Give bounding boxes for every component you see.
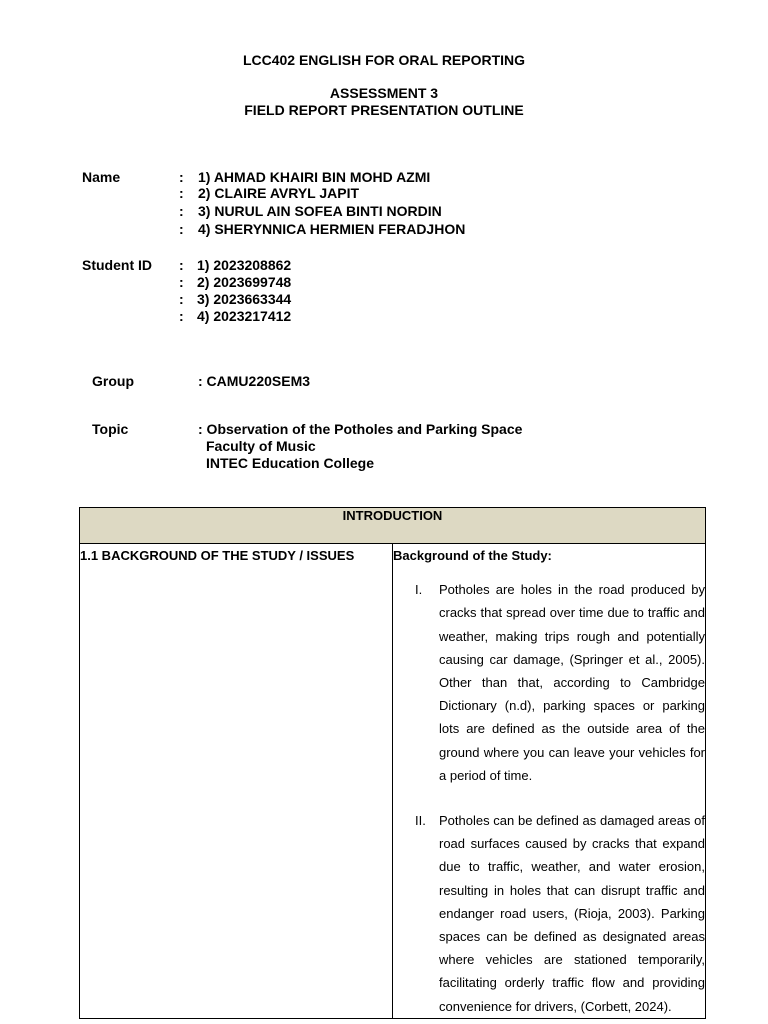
name-colon: : — [179, 185, 184, 201]
item-text: Potholes are holes in the road produced by cracks that spread over time due to traffic and weather, making trips rough and potentially causing car damage, (Springer et al., 2005). Other than that, according to Cambridge Dictionary (n.d), parking spaces or parking lots are defined as the outside area of the ground where you can leave your vehicles for a period of time. — [439, 582, 705, 783]
name-label: Name — [82, 169, 121, 185]
student-id-3: 3) 2023663344 — [197, 291, 292, 307]
item-numeral: II. — [415, 813, 426, 829]
name-4: 4) SHERYNNICA HERMIEN FERADJHON — [198, 221, 466, 237]
id-colon: : — [179, 308, 184, 324]
course-title: LCC402 ENGLISH FOR ORAL REPORTING — [242, 52, 526, 68]
group-label: Group — [92, 373, 134, 389]
outline-table — [79, 507, 706, 1019]
name-colon: : — [179, 203, 184, 219]
assessment-title: ASSESSMENT 3 — [329, 85, 439, 101]
group-value: : CAMU220SEM3 — [198, 373, 311, 389]
introduction-header: INTRODUCTION — [80, 508, 706, 544]
list-item — [393, 578, 705, 787]
name-colon: : — [179, 221, 184, 237]
topic-line-3: INTEC Education College — [206, 455, 375, 471]
topic-label: Topic — [92, 421, 129, 437]
id-colon: : — [179, 274, 184, 290]
student-id-label: Student ID — [82, 257, 152, 273]
item-text: Potholes can be defined as damaged areas of road surfaces caused by cracks that expand due to traffic, weather, and water erosion, resulting in holes that can disrupt traffic and endanger road users, (Rioja, 2003). Parking spaces can be defined as designated areas where vehicles are stationed temporarily, facilitating orderly traffic flow and providing convenience for drivers, (Corbett, 2024). — [439, 813, 705, 1014]
topic-line-2: Faculty of Music — [206, 438, 316, 454]
background-title: Background of the Study: — [393, 548, 552, 563]
student-id-4: 4) 2023217412 — [197, 308, 292, 324]
topic-line-1: : Observation of the Potholes and Parking Space — [198, 421, 523, 437]
name-colon: : — [179, 169, 184, 185]
student-id-2: 2) 2023699748 — [197, 274, 292, 290]
item-numeral: I. — [415, 582, 423, 598]
background-row-label: 1.1 BACKGROUND OF THE STUDY / ISSUES — [80, 544, 393, 1019]
name-3: 3) NURUL AIN SOFEA BINTI NORDIN — [198, 203, 442, 219]
student-id-1: 1) 2023208862 — [197, 257, 292, 273]
outline-title: FIELD REPORT PRESENTATION OUTLINE — [244, 102, 524, 118]
id-colon: : — [179, 257, 184, 273]
id-colon: : — [179, 291, 184, 307]
list-item — [393, 809, 705, 1018]
name-2: 2) CLAIRE AVRYL JAPIT — [198, 185, 360, 201]
name-1: 1) AHMAD KHAIRI BIN MOHD AZMI — [198, 169, 431, 185]
background-content — [393, 544, 706, 1019]
